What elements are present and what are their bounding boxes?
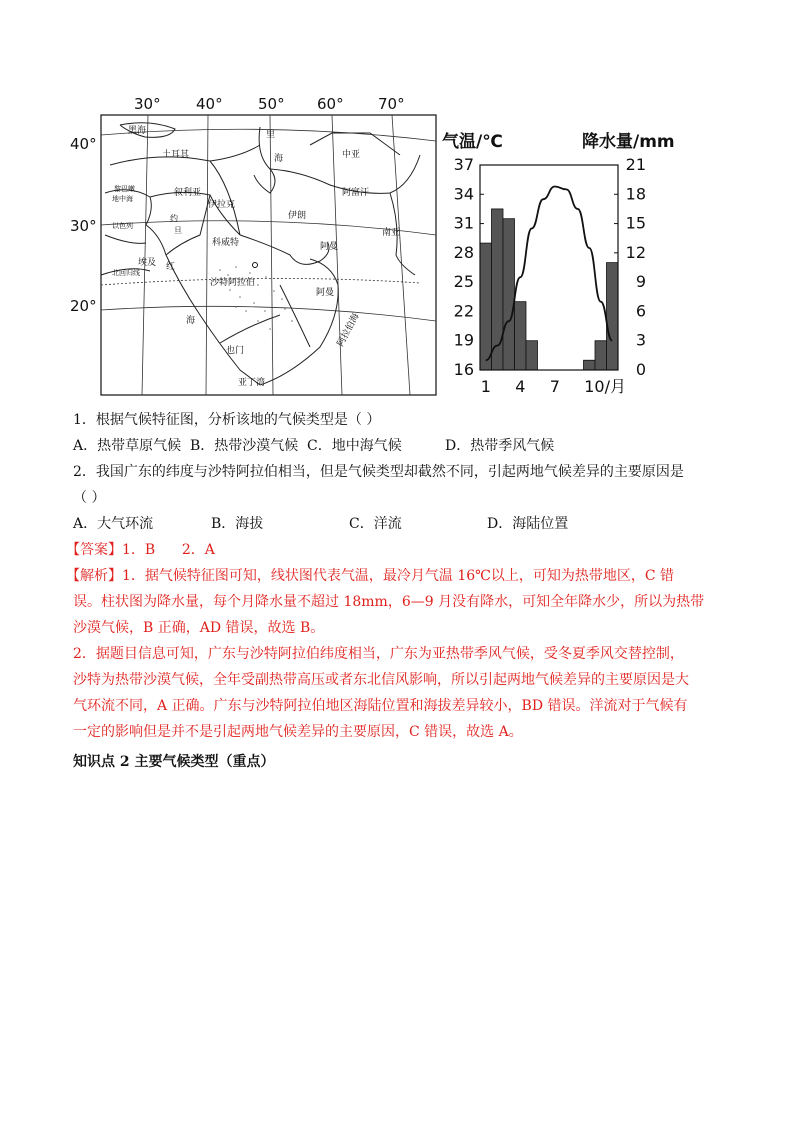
map-label: 阿拉伯海 [335, 311, 362, 349]
lat-label: 30° [70, 217, 97, 235]
map-label: 南亚 [382, 228, 401, 238]
precip-bar [595, 341, 607, 370]
precip-axis-title: 降水量/mm [582, 132, 675, 152]
lon-label: 70° [378, 95, 405, 113]
answer-line [66, 540, 215, 560]
lon-label: 60° [317, 95, 344, 113]
precip-tick-label: 12 [625, 242, 646, 262]
lon-label: 40° [196, 95, 223, 113]
analysis-line-3: 沙漠气候，B 正确，AD 错误，故选 B。 [73, 620, 325, 636]
temp-axis-title: 气温/℃ [442, 132, 503, 152]
analysis-tag: 【解析】 [66, 568, 122, 584]
month-label: 10/月 [584, 377, 627, 396]
map-label: 红 [166, 262, 176, 272]
answer-tag: 【答案】 [66, 542, 122, 558]
option-c[interactable]: C．地中海气候 [307, 438, 402, 454]
map-label: 海 [186, 316, 196, 326]
riyadh-marker [253, 263, 258, 268]
month-label: 1 [480, 377, 491, 396]
precip-tick-label: 9 [635, 272, 646, 292]
precip-tick-label: 3 [635, 330, 646, 350]
precip-bar [480, 243, 492, 370]
question-2-options [73, 514, 568, 534]
map-label: 里 [266, 130, 276, 140]
temp-tick-label: 25 [453, 272, 474, 292]
question-1-stem: 1．根据气候特征图，分析该地的气候类型是（ ） [73, 412, 381, 428]
map-label: 埃及 [138, 258, 157, 268]
option-c[interactable]: C．洋流 [349, 516, 402, 532]
month-label: 7 [549, 377, 560, 396]
map-label: 阿曼 [320, 242, 339, 252]
graticule [101, 115, 436, 395]
question-2-stem-cont: （ ） [73, 490, 106, 506]
answer-text: 1．B 2．A [122, 542, 215, 558]
precip-bar [607, 263, 619, 370]
map-label: 阿曼 [316, 288, 335, 298]
temp-tick-label: 28 [453, 242, 474, 262]
climate-chart [440, 125, 690, 400]
lat-label: 40° [70, 135, 97, 153]
temp-tick-label: 37 [453, 155, 474, 174]
analysis-line-4: 2．据题目信息可知，广东与沙特阿拉伯纬度相当，广东为亚热带季风气候，受冬夏季风交替控制， [73, 646, 684, 662]
lon-label: 50° [258, 95, 285, 113]
question-2-stem: 2．我国广东的纬度与沙特阿拉伯相当，但是气候类型却截然不同，引起两地气候差异的主要原因是 [73, 464, 684, 480]
precip-bar [503, 219, 515, 370]
analysis-line-6: 气环流不同，A 正确。广东与沙特阿拉伯地区海陆位置和海拔差异较小，BD 错误。洋流对于气候有 [73, 698, 688, 714]
map-label: 黑海 [128, 126, 147, 136]
option-b[interactable]: B．海拔 [211, 516, 264, 532]
map-label: 叙利亚 [174, 188, 202, 198]
precip-tick-label: 6 [635, 301, 646, 321]
temp-tick-label: 22 [453, 301, 474, 321]
temp-tick-label: 34 [453, 184, 474, 204]
precip-ticks [614, 155, 646, 379]
map-label: 伊朗 [288, 211, 307, 221]
month-label: 4 [515, 377, 526, 396]
precip-tick-label: 0 [635, 360, 646, 379]
map-label: 旦 [174, 226, 182, 235]
analysis-text: 1．据气候特征图可知，线状图代表气温，最冷月气温 16℃以上，可知为热带地区，C 错 [122, 568, 674, 584]
map-label: 伊拉克 [208, 200, 236, 210]
question-1-options [73, 436, 554, 456]
lat-label: 20° [70, 297, 97, 315]
precip-bar [515, 302, 527, 370]
temp-tick-label: 19 [453, 330, 474, 350]
temp-tick-label: 16 [453, 360, 474, 379]
precip-tick-label: 21 [625, 155, 646, 174]
month-labels [481, 377, 626, 396]
map-label: 亚丁湾 [238, 378, 266, 388]
desert-stipple [219, 266, 293, 330]
analysis-line-5: 沙特为热带沙漠气候，全年受副热带高压或者东北信风影响，所以引起两地气候差异的主要原因是大 [73, 672, 689, 688]
precip-bar [584, 360, 596, 370]
map-label: 阿富汗 [342, 188, 370, 198]
option-d[interactable]: D．海陆位置 [487, 516, 569, 532]
map-label: 以色列 [112, 222, 133, 230]
borders [101, 123, 420, 385]
map-frame [101, 115, 436, 395]
analysis-line-2: 误。柱状图为降水量，每个月降水量不超过 18mm，6—9 月没有降水，可知全年降水少，所以为热带 [73, 594, 705, 610]
map-label: 海 [274, 154, 284, 164]
precip-bar [526, 341, 538, 370]
analysis-line-1 [66, 566, 674, 586]
precip-tick-label: 15 [625, 213, 646, 233]
map-label: 黎巴嫩 [114, 185, 135, 193]
map-label: 沙特阿拉伯 [210, 278, 256, 288]
option-b[interactable]: B．热带沙漠气候 [190, 438, 299, 454]
map-label: 科威特 [212, 238, 240, 248]
map-label: 土耳其 [162, 150, 190, 160]
option-a[interactable]: A．大气环流 [73, 516, 154, 532]
precip-tick-label: 18 [625, 184, 646, 204]
option-a[interactable]: A．热带草原气候 [73, 438, 182, 454]
analysis-line-7: 一定的影响但是并不是引起两地气候差异的主要原因，C 错误，故选 A。 [73, 724, 523, 740]
map-label: 也门 [226, 346, 245, 356]
map-label: 地中海 [112, 195, 133, 203]
middle-east-map [70, 85, 442, 397]
map-label: 约 [170, 214, 178, 223]
temp-tick-label: 31 [453, 213, 474, 233]
map-label: 中亚 [342, 150, 361, 160]
option-d[interactable]: D．热带季风气候 [445, 438, 555, 454]
section-title: 知识点 2 主要气候类型（重点） [73, 754, 275, 770]
lon-label: 30° [134, 95, 161, 113]
map-label: 北回归线 [112, 269, 140, 277]
